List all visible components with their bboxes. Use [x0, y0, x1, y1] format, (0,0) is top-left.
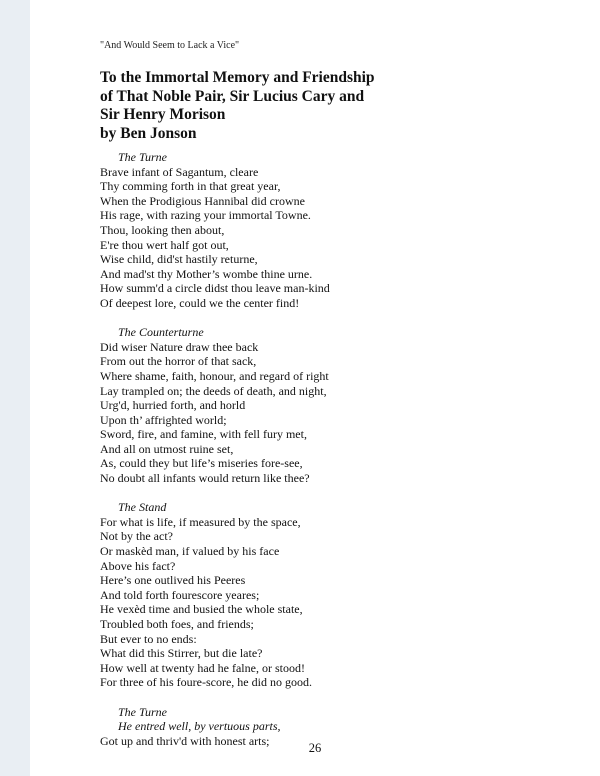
poem-line: And told forth fourescore yeares;: [100, 587, 260, 602]
poem-line: Here’s one outlived his Peeres: [100, 573, 246, 588]
poem-line: For what is life, if measured by the space,: [100, 514, 301, 529]
poem-line: Thy comming forth in that great year,: [100, 179, 281, 194]
left-margin-bar: [0, 0, 30, 776]
stanza: [100, 500, 500, 690]
stanza-heading: The Turne: [118, 704, 168, 719]
poem-line: And mad'st thy Mother’s wombe thine urne.: [100, 266, 313, 281]
book-page: [30, 0, 600, 776]
poem-line: As, could they but life’s miseries fore-see,: [100, 456, 303, 471]
title-line: Sir Henry Morison: [100, 106, 226, 123]
poem-body: [100, 150, 500, 763]
stanza-heading: The Stand: [118, 500, 167, 515]
poem-line: No doubt all infants would return like thee?: [100, 471, 310, 486]
title-line: of That Noble Pair, Sir Lucius Cary and: [100, 87, 365, 105]
title-author-line: by Ben Jonson: [100, 124, 197, 142]
poem-line: Or maskèd man, if valued by his face: [100, 544, 280, 559]
poem-line: For three of his foure-score, he did no good.: [100, 675, 312, 690]
poem-line: Got up and thriv'd with honest arts;: [100, 733, 270, 748]
poem-line: Thou, looking then about,: [100, 222, 225, 237]
poem-line: How summ'd a circle didst thou leave man-kind: [100, 281, 330, 296]
poem-line: Lay trampled on; the deeds of death, and night,: [100, 383, 327, 398]
poem-line: Brave infant of Sagantum, cleare: [100, 164, 259, 179]
poem-line: Urg'd, hurried forth, and horld: [100, 398, 246, 413]
poem-line: How well at twenty had he falne, or stood!: [100, 660, 305, 675]
stanza-heading: The Turne: [118, 150, 168, 164]
title-line: To the Immortal Memory and Friendship: [100, 69, 375, 86]
poem-line: From out the horror of that sack,: [100, 354, 257, 369]
poem-line: Where shame, faith, honour, and regard of right: [100, 368, 329, 383]
stanza: [100, 150, 500, 311]
poem-line: What did this Stirrer, but die late?: [100, 646, 263, 661]
stanza: [100, 325, 500, 486]
poem-line: He entred well, by vertuous parts,: [118, 719, 281, 734]
poem-line: Upon th’ affrighted world;: [100, 412, 227, 427]
poem-line: He vexèd time and busied the whole state,: [100, 602, 303, 617]
poem-line: Wise child, did'st hastily returne,: [100, 252, 258, 267]
poem-line: Not by the act?: [100, 529, 173, 544]
poem-line: And all on utmost ruine set,: [100, 441, 234, 456]
poem-line: His rage, with razing your immortal Towne.: [100, 208, 311, 223]
poem-line: When the Prodigious Hannibal did crowne: [100, 193, 305, 208]
poem-line: E're thou wert half got out,: [100, 237, 229, 252]
poem-title: [100, 69, 400, 143]
poem-line: Sword, fire, and famine, with fell fury met,: [100, 427, 307, 442]
stanza-heading: The Counterturne: [118, 325, 204, 340]
poem-line: Above his fact?: [100, 558, 176, 573]
poem-line: Did wiser Nature draw thee back: [100, 339, 259, 354]
page-number: 26: [308, 741, 322, 755]
poem-line: Troubled both foes, and friends;: [100, 617, 254, 631]
running-header: "And Would Seem to Lack a Vice": [100, 40, 240, 51]
poem-line: Of deepest lore, could we the center find!: [100, 295, 300, 310]
poem-line: But ever to no ends:: [100, 631, 197, 646]
